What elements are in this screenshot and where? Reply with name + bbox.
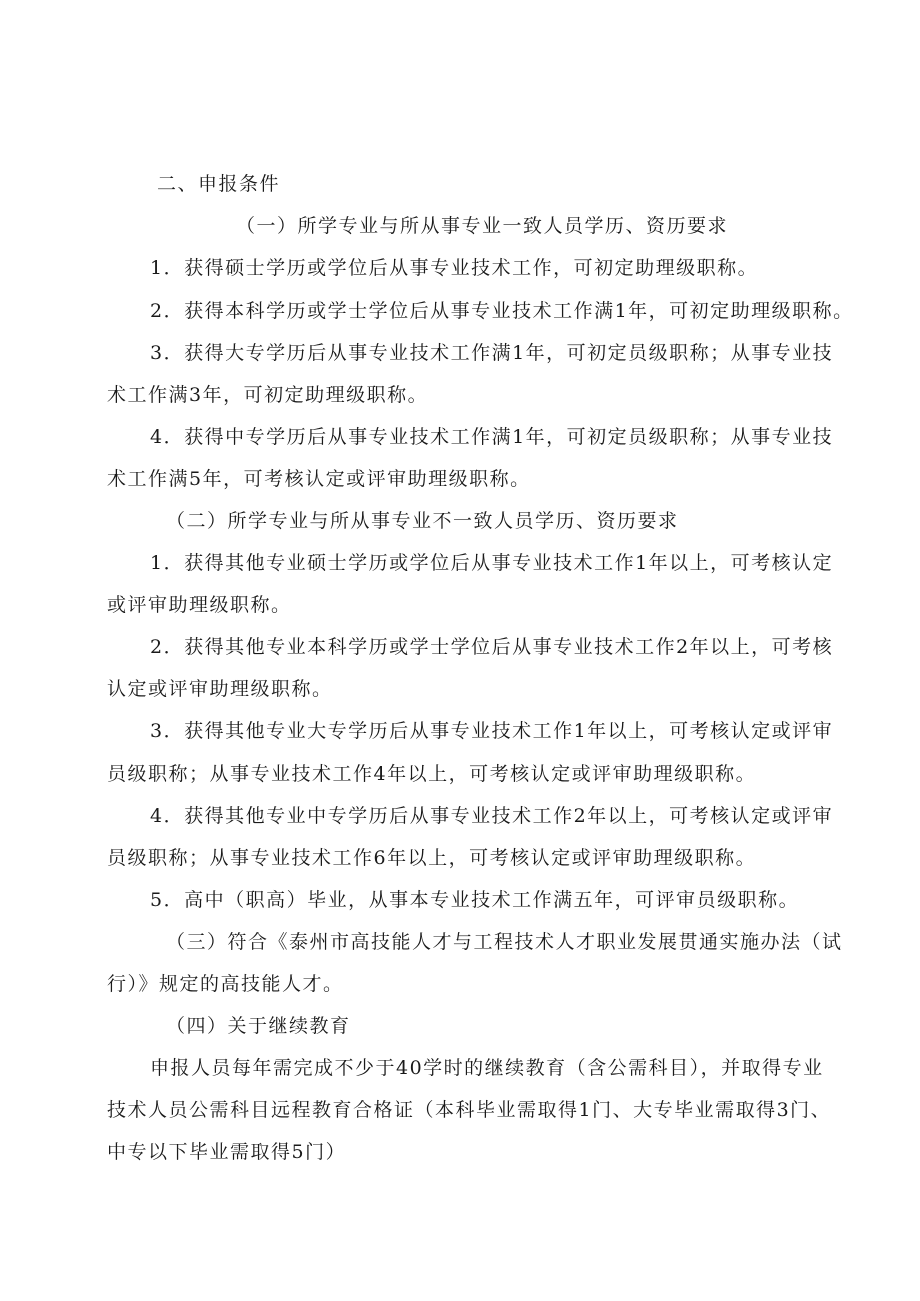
sub1-item-4-line-1: 4．获得中专学历后从事专业技术工作满1年，可初定员级职称；从事专业技 — [150, 426, 834, 448]
sub2-item-4-line-1: 4．获得其他专业中专学历后从事专业技术工作2年以上，可考核认定或评审 — [150, 805, 834, 827]
sub1-item-1: 1．获得硕士学历或学位后从事专业技术工作，可初定助理级职称。 — [150, 257, 759, 279]
sub2-item-5: 5．高中（职高）毕业，从事本专业技术工作满五年，可评审员级职称。 — [150, 889, 800, 911]
subsection-3-line-1: （三）符合《泰州市高技能人才与工程技术人才职业发展贯通实施办法（试 — [166, 931, 843, 953]
sub2-item-2-line-2: 认定或评审助理级职称。 — [107, 678, 333, 700]
sub2-item-1-line-1: 1．获得其他专业硕士学历或学位后从事专业技术工作1年以上，可考核认定 — [150, 552, 834, 574]
section-title: 二、申报条件 — [157, 173, 281, 195]
sub4-paragraph-line-2: 技术人员公需科目远程教育合格证（本科毕业需取得1门、大专毕业需取得3门、 — [107, 1099, 832, 1121]
subsection-4-title: （四）关于继续教育 — [166, 1015, 351, 1037]
subsection-1-title: （一）所学专业与所从事专业一致人员学历、资历要求 — [236, 215, 729, 237]
sub1-item-3-line-2: 术工作满3年，可初定助理级职称。 — [107, 384, 429, 406]
sub1-item-3-line-1: 3．获得大专学历后从事专业技术工作满1年，可初定员级职称；从事专业技 — [150, 342, 834, 364]
sub2-item-3-line-1: 3．获得其他专业大专学历后从事专业技术工作1年以上，可考核认定或评审 — [150, 720, 834, 742]
sub2-item-1-line-2: 或评审助理级职称。 — [107, 594, 292, 616]
subsection-2-title: （二）所学专业与所从事专业不一致人员学历、资历要求 — [166, 510, 679, 532]
subsection-3-line-2: 行）》规定的高技能人才。 — [107, 973, 344, 995]
sub4-paragraph-line-1: 申报人员每年需完成不少于40学时的继续教育（含公需科目），并取得专业 — [150, 1057, 824, 1079]
sub2-item-4-line-2: 员级职称；从事专业技术工作6年以上，可考核认定或评审助理级职称。 — [107, 847, 757, 869]
sub4-paragraph-line-3: 中专以下毕业需取得5门） — [107, 1141, 347, 1163]
sub1-item-4-line-2: 术工作满5年，可考核认定或评审助理级职称。 — [107, 468, 531, 490]
sub2-item-2-line-1: 2．获得其他专业本科学历或学士学位后从事专业技术工作2年以上，可考核 — [150, 636, 834, 658]
sub1-item-2: 2．获得本科学历或学士学位后从事专业技术工作满1年，可初定助理级职称。 — [150, 300, 854, 322]
sub2-item-3-line-2: 员级职称；从事专业技术工作4年以上，可考核认定或评审助理级职称。 — [107, 763, 757, 785]
